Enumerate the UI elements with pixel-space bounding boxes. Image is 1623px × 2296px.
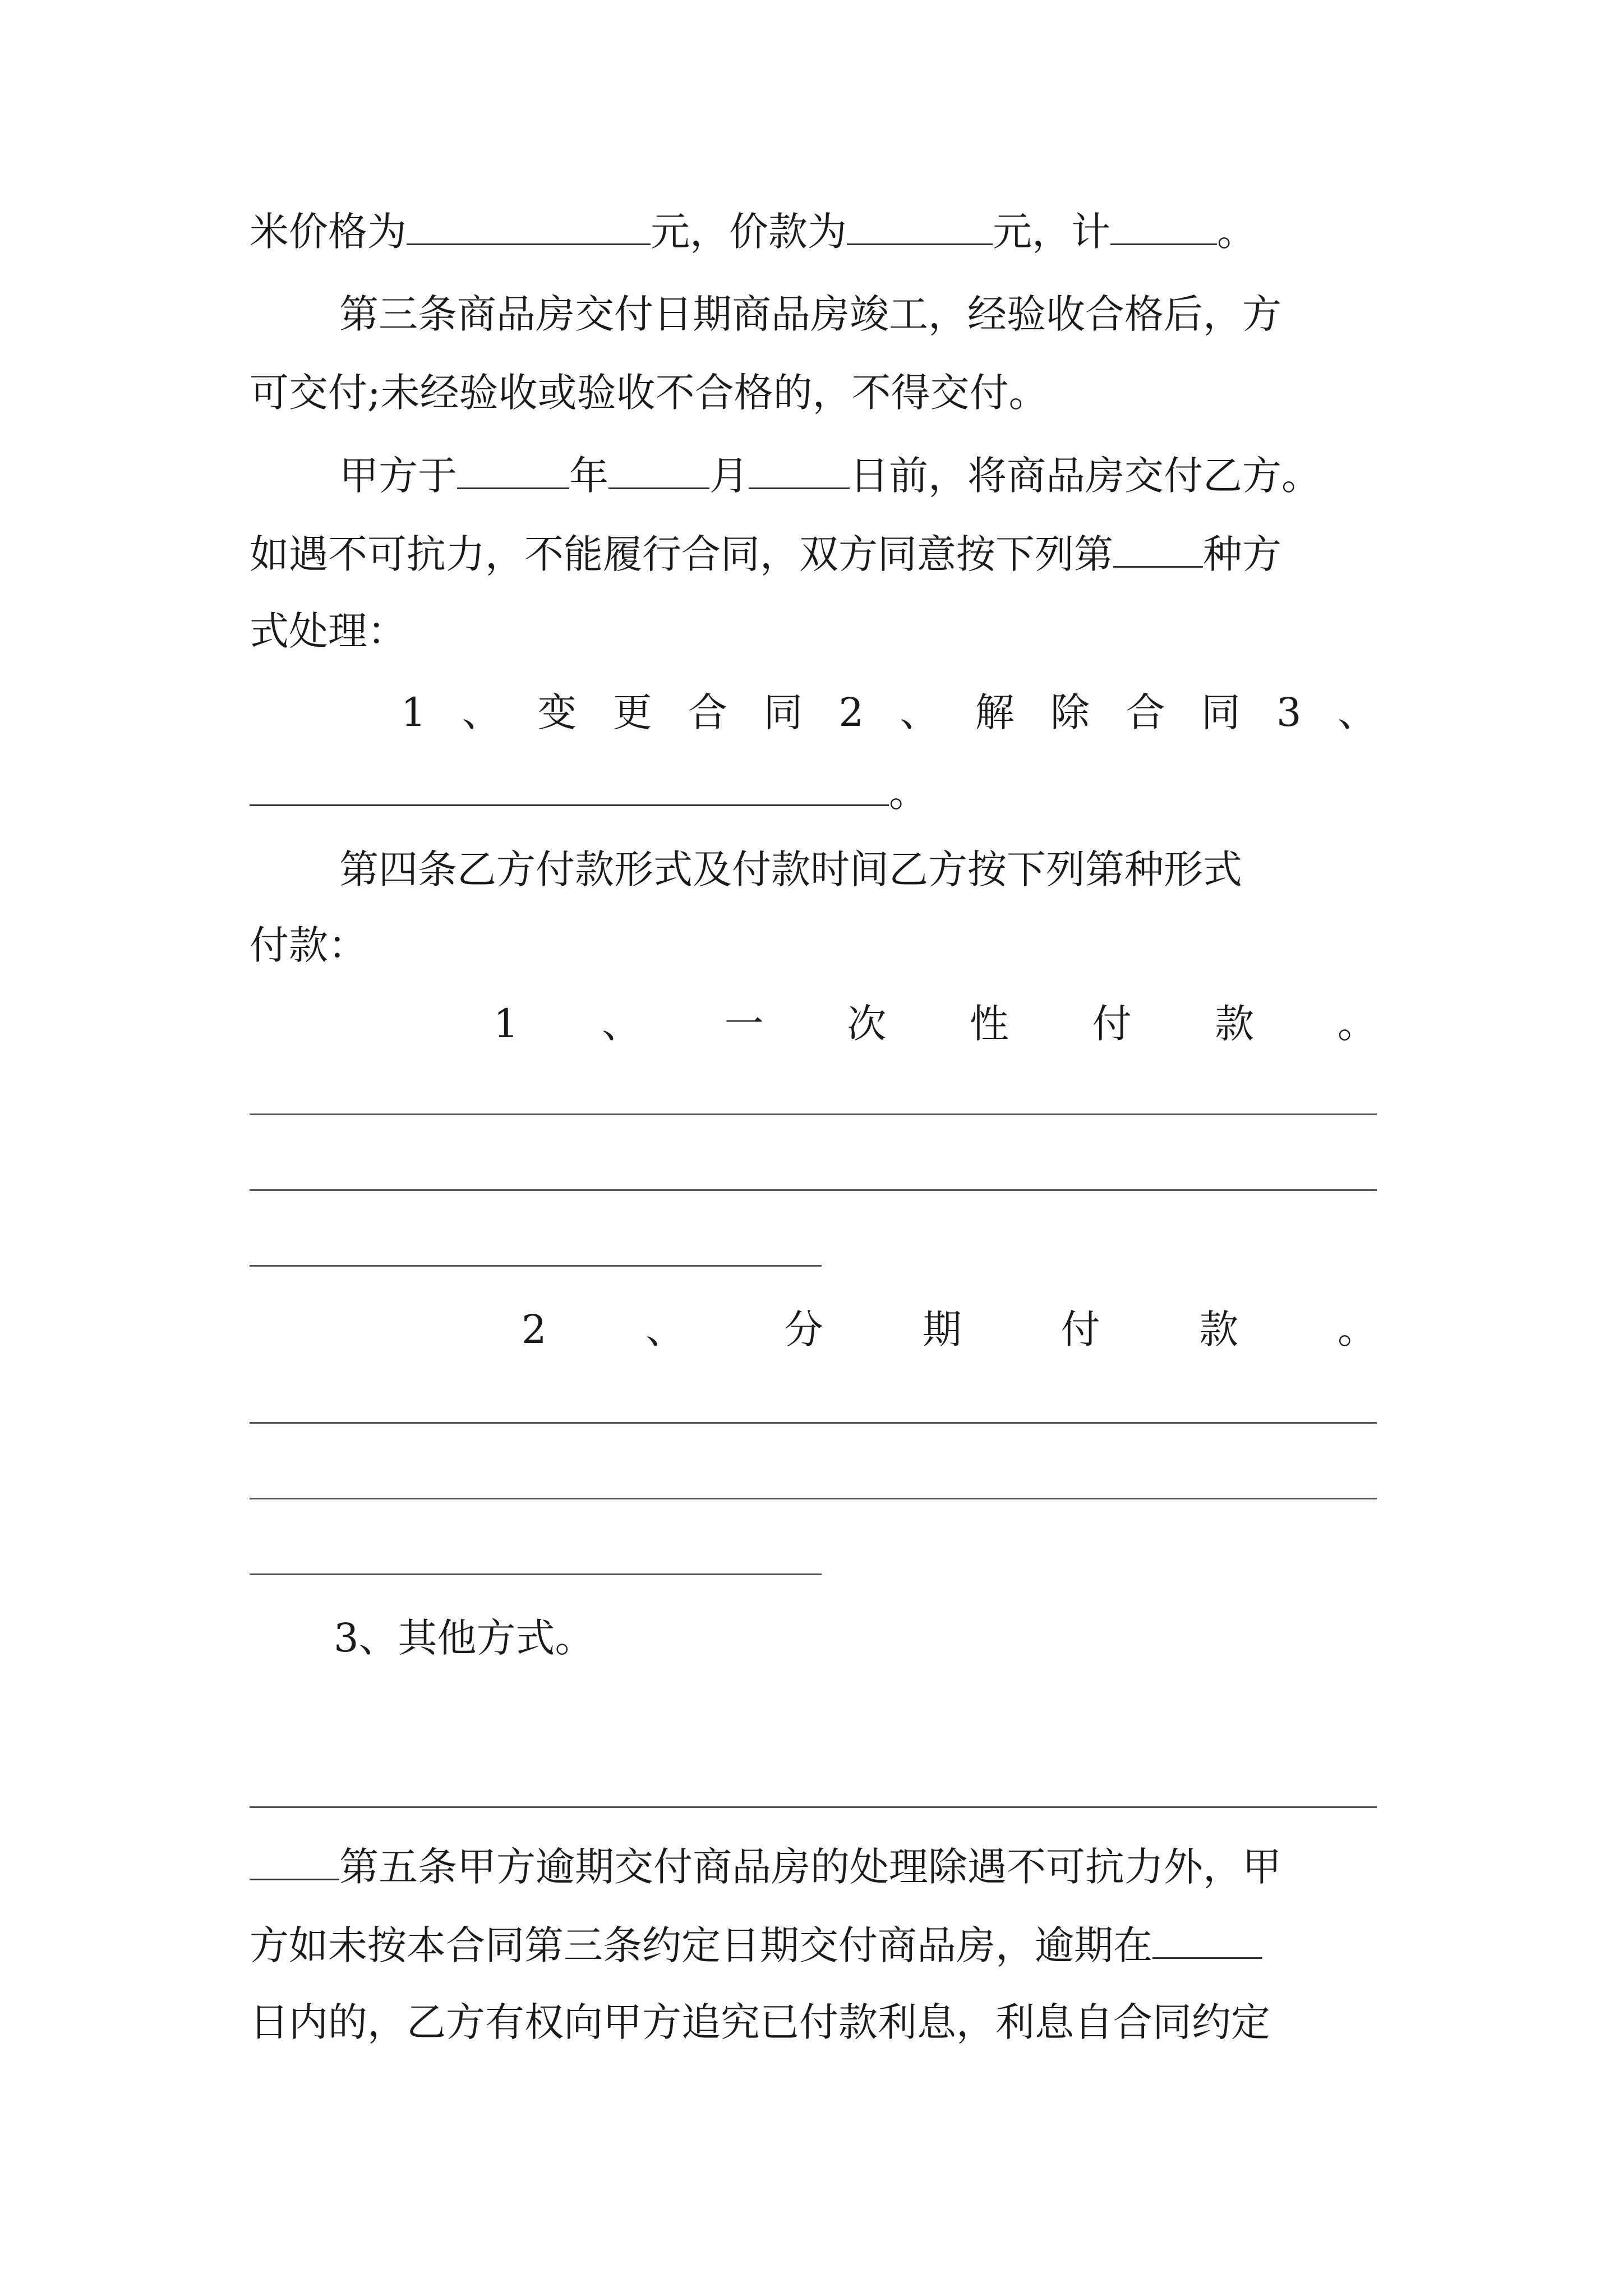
- payment-option-2: 2 、 分 期 付 款 。: [522, 1306, 1377, 1352]
- article5-text-line: 方如未按本合同第三条约定日期交付商品房，逾期在: [250, 1916, 1394, 1972]
- article3-heading: 第三条商品房交付日期商品房竣工，经验收合格后，方: [339, 291, 1281, 337]
- day-blank: [749, 446, 850, 489]
- overdue-days-blank: [1152, 1916, 1262, 1959]
- other-handling-blank: [250, 763, 889, 806]
- option-number-blank: [1113, 524, 1203, 568]
- payment-option-1: 1 、 一 次 性 付 款 。: [494, 1001, 1377, 1047]
- year-blank: [457, 446, 569, 489]
- payment-1-rule: [250, 1114, 1377, 1115]
- price-line: 米价格为 元，价款为 元，计 。: [250, 202, 1394, 258]
- article5-text-line: 日内的，乙方有权向甲方追究已付款利息，利息自合同约定: [250, 1999, 1270, 2045]
- total-price-blank: [847, 202, 993, 245]
- payment-2-rule: [250, 1422, 1377, 1424]
- article5-heading-line: 第五条甲方逾期交付商品房的处理除遇不可抗力外，甲: [250, 1837, 1394, 1893]
- payment-option-3: 3、其他方式。: [334, 1615, 594, 1661]
- handling-options: 1 、 变 更 合 同 2 、 解 除 合 同 3 、: [401, 689, 1377, 735]
- payment-1-rule: [250, 1265, 822, 1267]
- delivery-date-line: 甲方于 年 月 日前，将商品房交付乙方。: [339, 446, 1394, 502]
- month-blank: [608, 446, 709, 489]
- article5-lead-blank: [250, 1837, 339, 1880]
- handling-label: 式处理：: [250, 608, 407, 654]
- force-majeure-line: 如遇不可抗力，不能履行合同，双方同意按下列第 种方: [250, 524, 1394, 581]
- other-handling-line: 。: [250, 763, 1394, 819]
- payment-label: 付款：: [250, 922, 367, 968]
- payment-2-rule: [250, 1498, 1377, 1499]
- payment-1-rule: [250, 1189, 1377, 1191]
- total-blank: [1110, 202, 1217, 245]
- payment-2-rule: [250, 1573, 822, 1575]
- article4-heading: 第四条乙方付款形式及付款时间乙方按下列第种形式: [339, 846, 1242, 892]
- payment-3-rule: [250, 1806, 1377, 1808]
- unit-price-blank: [407, 202, 651, 245]
- article3-text: 可交付;未经验收或验收不合格的，不得交付。: [250, 370, 1048, 416]
